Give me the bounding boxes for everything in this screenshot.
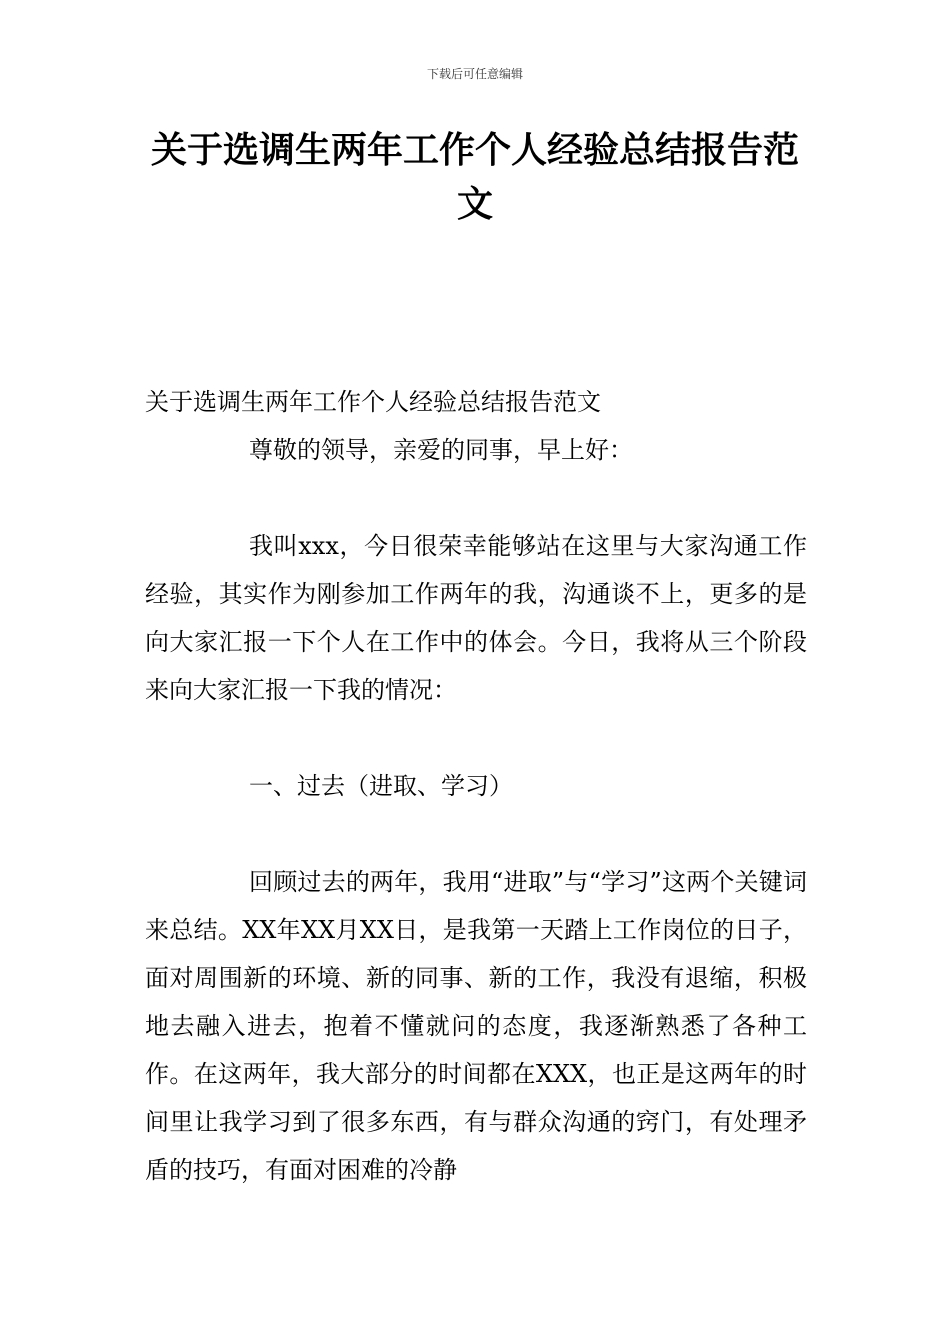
document-body <box>145 378 807 1194</box>
paragraph-spacer <box>145 474 807 522</box>
header-note: 下载后可任意编辑 <box>426 67 523 81</box>
intro-paragraph: 我叫xxx，今日很荣幸能够站在这里与大家沟通工作经验，其实作为刚参加工作两年的我，沟通谈不上，更多的是向大家汇报一下个人在工作中的体会。今日，我将从三个阶段来向大家汇报一下我的情况： <box>145 532 807 704</box>
document-subtitle: 关于选调生两年工作个人经验总结报告范文 <box>145 388 601 416</box>
document-title: 关于选调生两年工作个人经验总结报告范文 <box>150 130 799 225</box>
greeting-paragraph: 尊敬的领导，亲爱的同事，早上好： <box>249 436 633 464</box>
paragraph-spacer <box>145 810 807 858</box>
paragraph-spacer <box>145 714 807 762</box>
section-heading-past: 一、过去（进取、学习） <box>249 772 513 800</box>
section-body-past: 回顾过去的两年，我用“进取”与“学习”这两个关键词来总结。XX年XX月XX日，是我第一天踏上工作岗位的日子，面对周围新的环境、新的同事、新的工作，我没有退缩，积极地去融入进去，抱着不懂就问的态度，我逐渐熟悉了各种工作。在这两年，我大部分的时间都在XXX，也正是这两年的时间里让我学习到了很多东西，有与群众沟通的窍门，有处理矛盾的技巧，有面对困难的冷静 <box>145 868 807 1184</box>
